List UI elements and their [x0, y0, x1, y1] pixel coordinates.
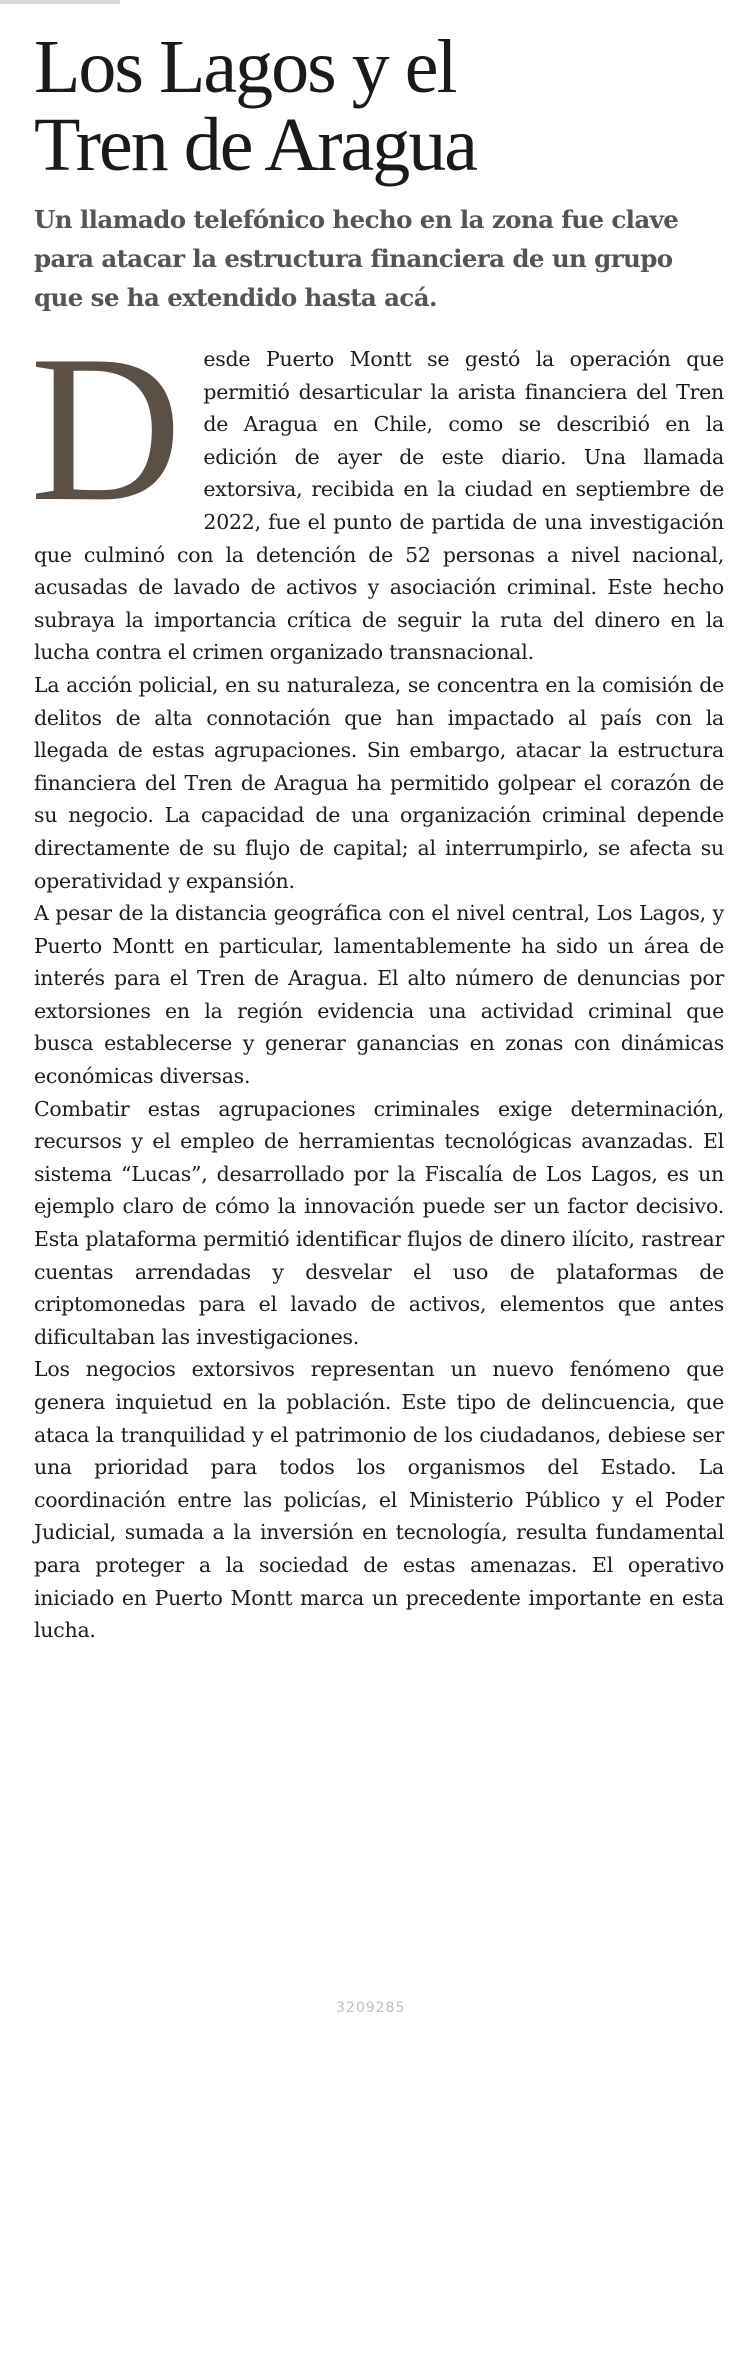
paragraph-5: Los negocios extorsivos representan un nuevo fenómeno que genera inquietud en la población. Este tipo de delincuencia, que ataca la tranquilidad y el patrimonio de los ciudadanos, debiese ser una prioridad para todos los organismos del Estado. La coordinación entre las policías, el Ministerio Público y el Poder Judicial, sumada a la inversión en tecnología, resulta fundamental para proteger a la sociedad de estas amenazas. El operativo iniciado en Puerto Montt marca un precedente importante en esta lucha. — [34, 1357, 724, 1643]
watermark-number: 3209285 — [336, 2000, 406, 2016]
article — [30, 25, 724, 1647]
deck-subheading: Un llamado telefónico hecho en la zona fue clave para atacar la estructura financiera de un grupo que se ha extendido hasta acá. — [34, 205, 679, 312]
headline-line-2: Tren de Aragua — [34, 103, 476, 187]
headline — [34, 25, 724, 187]
paragraph-4: Combatir estas agrupaciones criminales exige determinación, recursos y el empleo de herramientas tecnológicas avanzadas. El sistema “Lucas”, desarrollado por la Fiscalía de Los Lagos, es un ejemplo claro de cómo la innovación puede ser un factor decisivo. Esta plataforma permitió identificar flujos de dinero ilícito, rastrear cuentas arrendadas y desvelar el uso de plataformas de criptomonedas para el lavado de activos, elementos que antes dificultaban las investigaciones. — [34, 1096, 724, 1349]
drop-cap: D — [30, 313, 182, 545]
article-body — [30, 313, 724, 1647]
paragraph-2: La acción policial, en su naturaleza, se concentra en la comisión de delitos de alta connotación que han impactado al país con la llegada de estas agrupaciones. Sin embargo, atacar la estructura financiera del Tren de Aragua ha permitido golpear el corazón de su negocio. La capacidad de una organización criminal depende directamente de su flujo de capital; al interrumpirlo, se afecta su operatividad y expansión. — [34, 672, 724, 893]
paragraph-1 — [30, 313, 724, 669]
paragraph-1-text: esde Puerto Montt se gestó la operación que permitió desarticular la arista financiera del Tren de Aragua en Chile, como se describió en la edición de ayer de este diario. Una llamada extorsiva, recibida en la ciudad en septiembre de 2022, fue el punto de partida de una investigación que culminó con la detención de 52 personas a nivel nacional, acusadas de lavado de activos y asociación criminal. Este hecho subraya la importancia crítica de seguir la ruta del dinero en la lucha contra el crimen organizado transnacional. — [34, 347, 724, 665]
headline-line-1: Los Lagos y el — [34, 25, 456, 109]
top-rule — [0, 0, 120, 4]
paragraph-3: A pesar de la distancia geográfica con el nivel central, Los Lagos, y Puerto Montt en particular, lamentablemente ha sido un área de interés para el Tren de Aragua. El alto número de denuncias por extorsiones en la región evidencia una actividad criminal que busca establecerse y generar ganancias en zonas con dinámicas económicas diversas. — [34, 901, 724, 1089]
